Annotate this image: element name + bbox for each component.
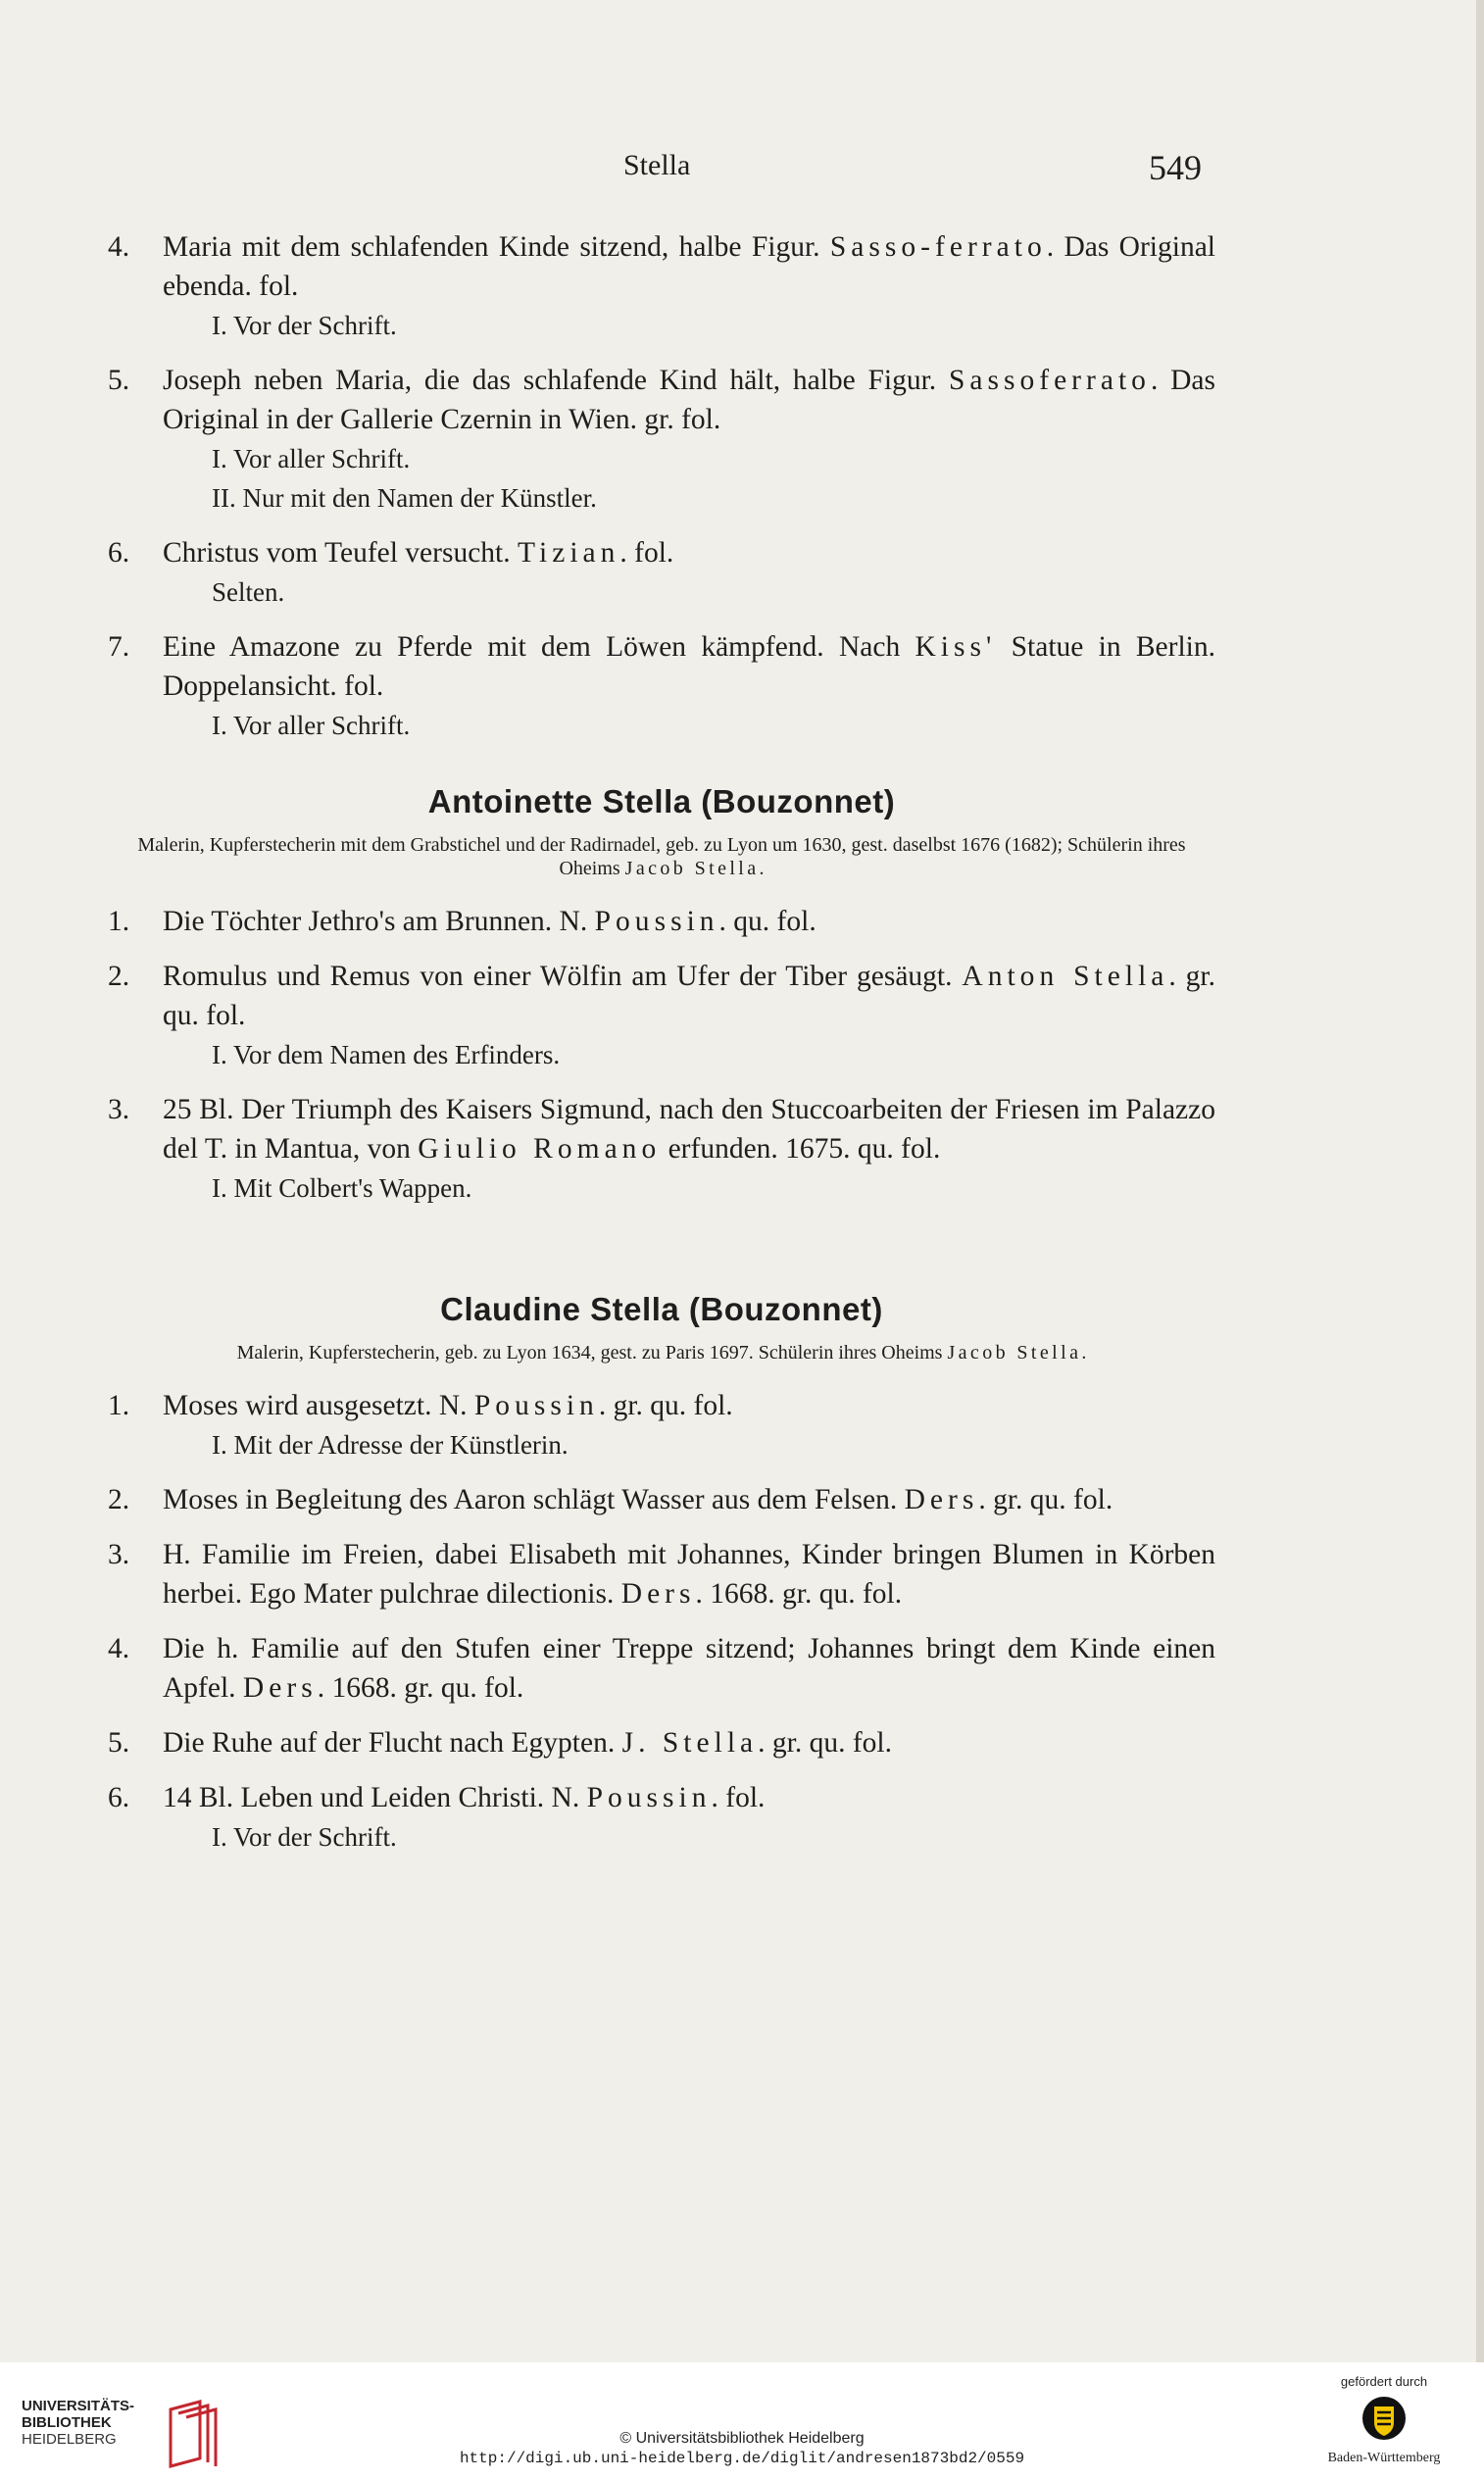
claudine-entry-3 [108, 1535, 1215, 1613]
entry-text: Moses in Begleitung des Aaron schlägt Wasser aus dem Felsen. Ders. gr. qu. fol. [163, 1484, 1113, 1515]
section-subtitle-antoinette: Malerin, Kupferstecherin mit dem Grabstichel und der Radirnadel, geb. zu Lyon um 1630, gest. daselbst 1676 (1682); Schülerin ihres Oheims Jacob Stella. [137, 834, 1186, 879]
continued-entry-1 [108, 227, 1215, 345]
entry-text: Die h. Familie auf den Stufen einer Treppe sitzend; Johannes bringt dem Kinde einen Apfel. Ders. 1668. gr. qu. fol. [163, 1633, 1215, 1704]
continued-entry-3 [108, 533, 1215, 612]
entry-text: Romulus und Remus von einer Wölfin am Ufer der Tiber gesäugt. Anton Stella. gr. qu. fol. [163, 961, 1215, 1031]
entry-number: 7. [108, 631, 130, 663]
antoinette-entry-3 [108, 1090, 1215, 1208]
entry-number: 6. [108, 1782, 130, 1813]
entry-text: H. Familie im Freien, dabei Elisabeth mit Johannes, Kinder bringen Blumen in Körben herbei. Ego Mater pulchrae dilectionis. Ders. 1668. gr. qu. fol. [163, 1539, 1215, 1610]
entry-state-note: I. Vor der Schrift. [212, 1822, 397, 1852]
entry-list-claudine [108, 1386, 1215, 1857]
page-edge-shadow [1476, 0, 1484, 2362]
library-name: UNIVERSITÄTS- BIBLIOTHEK HEIDELBERG [22, 2398, 135, 2448]
entry-state-note: I. Vor der Schrift. [212, 311, 397, 340]
page-number: 549 [1149, 148, 1202, 187]
entry-text: Die Ruhe auf der Flucht nach Egypten. J. Stella. gr. qu. fol. [163, 1727, 892, 1759]
entry-number: 1. [108, 906, 130, 937]
entry-number: 4. [108, 1633, 130, 1664]
entry-text: Moses wird ausgesetzt. N. Poussin. gr. qu. fol. [163, 1390, 733, 1421]
sponsor-label: gefördert durch [1340, 2374, 1428, 2389]
claudine-entry-5 [108, 1723, 1215, 1762]
entry-number: 4. [108, 231, 130, 263]
entry-state-note: I. Mit Colbert's Wappen. [212, 1173, 472, 1203]
credit-block [0, 2429, 1484, 2468]
claudine-entry-1 [108, 1386, 1215, 1464]
entry-list-continued [108, 227, 1215, 745]
antoinette-entry-2 [108, 957, 1215, 1074]
sponsor-block [1306, 2374, 1462, 2466]
antoinette-entry-1 [108, 902, 1215, 941]
entry-state-note: I. Vor aller Schrift. [212, 444, 411, 473]
entry-number: 3. [108, 1539, 130, 1570]
coat-of-arms-icon [1360, 2393, 1408, 2444]
sponsor-name: Baden-Württemberg [1327, 2451, 1441, 2465]
entry-text: Joseph neben Maria, die das schlafende Kind hält, halbe Figur. Sassoferrato. Das Original in der Gallerie Czernin in Wien. gr. fol. [163, 365, 1215, 435]
continued-entry-2 [108, 361, 1215, 518]
entry-state-note: II. Nur mit den Namen der Künstler. [212, 483, 597, 513]
footer [0, 2362, 1484, 2480]
entry-text: 25 Bl. Der Triumph des Kaisers Sigmund, nach den Stuccoarbeiten der Friesen im Palazzo del T. in Mantua, von Giulio Romano erfunden. 1675. qu. fol. [163, 1094, 1215, 1165]
section-subtitle-claudine: Malerin, Kupferstecherin, geb. zu Lyon 1634, gest. zu Paris 1697. Schülerin ihres Oheims Jacob Stella. [236, 1342, 1087, 1364]
entry-number: 1. [108, 1390, 130, 1421]
running-title: Stella [623, 149, 691, 181]
entry-number: 3. [108, 1094, 130, 1125]
copyright-text: © Universitätsbibliothek Heidelberg [619, 2430, 865, 2447]
entry-text: Die Töchter Jethro's am Brunnen. N. Poussin. qu. fol. [163, 906, 816, 937]
running-header [0, 147, 1484, 196]
entry-number: 6. [108, 537, 130, 569]
entry-state-note: I. Vor dem Namen des Erfinders. [212, 1040, 561, 1069]
entry-number: 2. [108, 961, 130, 992]
entry-number: 2. [108, 1484, 130, 1515]
section-title-claudine: Claudine Stella (Bouzonnet) [440, 1291, 883, 1327]
entry-number: 5. [108, 1727, 130, 1759]
entry-text: Maria mit dem schlafenden Kinde sitzend, halbe Figur. Sasso-ferrato. Das Original ebenda. fol. [163, 231, 1215, 302]
permalink-url[interactable]: http://digi.ub.uni-heidelberg.de/diglit/andresen1873bd2/0559 [459, 2450, 1025, 2467]
entry-text: Christus vom Teufel versucht. Tizian. fol. [163, 537, 674, 569]
entry-text: Eine Amazone zu Pferde mit dem Löwen kämpfend. Nach Kiss' Statue in Berlin. Doppelansicht. fol. [163, 631, 1215, 702]
entry-state-note: Selten. [212, 577, 285, 607]
entry-state-note: I. Mit der Adresse der Künstlerin. [212, 1430, 569, 1460]
entry-number: 5. [108, 365, 130, 396]
page-body [108, 227, 1215, 1872]
claudine-entry-2 [108, 1480, 1215, 1519]
entry-state-note: I. Vor aller Schrift. [212, 711, 411, 740]
claudine-entry-4 [108, 1629, 1215, 1708]
entry-text: 14 Bl. Leben und Leiden Christi. N. Poussin. fol. [163, 1782, 766, 1813]
section-title-antoinette: Antoinette Stella (Bouzonnet) [427, 783, 896, 819]
claudine-entry-6 [108, 1778, 1215, 1857]
entry-list-antoinette [108, 902, 1215, 1208]
continued-entry-4 [108, 627, 1215, 745]
